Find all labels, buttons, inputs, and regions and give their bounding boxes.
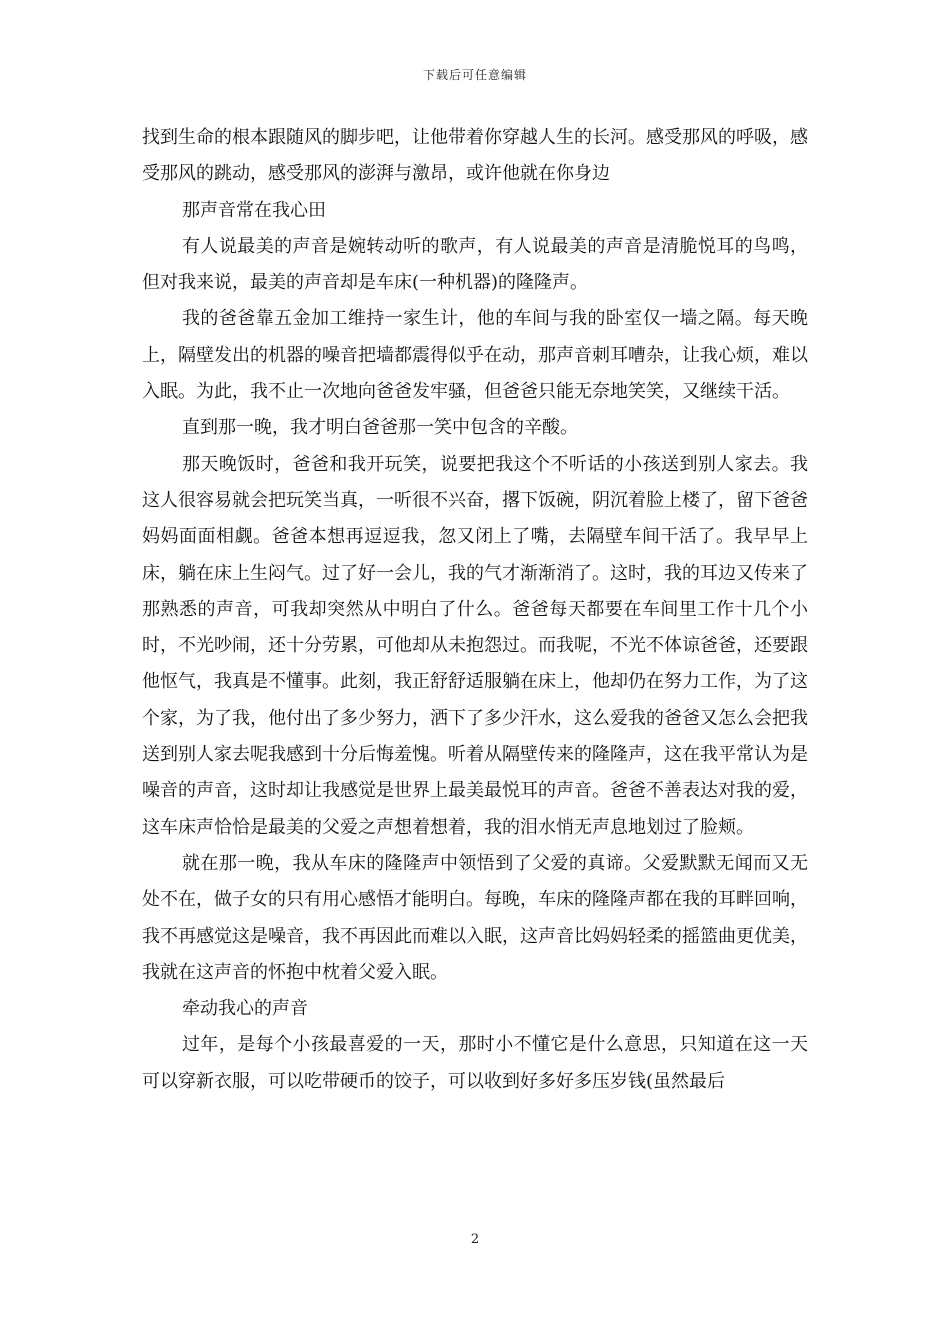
paragraph: 那天晚饭时，爸爸和我开玩笑，说要把我这个不听话的小孩送到别人家去。我这人很容易就会把玩笑当真，一听很不兴奋，撂下饭碗，阴沉着脸上楼了，留下爸爸妈妈面面相觑。爸爸本想再逗逗我，忽又闭上了嘴，去隔壁车间干活了。我早早上床，躺在床上生闷气。过了好一会儿，我的气才渐渐消了。这时，我的耳边又传来了那熟悉的声音，可我却突然从中明白了什么。爸爸每天都要在车间里工作十几个小时，不光吵闹，还十分劳累，可他却从未抱怨过。而我呢，不光不体谅爸爸，还要跟他怄气，我真是不懂事。此刻，我正舒舒适服躺在床上，他却仍在努力工作，为了这个家，为了我，他付出了多少努力，洒下了多少汗水，这么爱我的爸爸又怎么会把我送到别人家去呢我感到十分后悔羞愧。听着从隔壁传来的隆隆声，这在我平常认为是噪音的声音，这时却让我感觉是世界上最美最悦耳的声音。爸爸不善表达对我的爱，这车床声恰恰是最美的父爱之声想着想着，我的泪水悄无声息地划过了脸颊。 [142,453,808,838]
paragraph: 有人说最美的声音是婉转动听的歌声，有人说最美的声音是清脆悦耳的鸟鸣，但对我来说，最美的声音却是车床(一种机器)的隆隆声。 [142,235,808,294]
paragraph: 我的爸爸靠五金加工维持一家生计，他的车间与我的卧室仅一墙之隔。每天晚上，隔壁发出的机器的噪音把墙都震得似乎在动，那声音刺耳嘈杂，让我心烦，难以入眠。为此，我不止一次地向爸爸发牢骚，但爸爸只能无奈地笑笑，又继续干活。 [142,308,808,403]
section-heading: 牵动我心的声音 [182,998,308,1020]
document-body [142,120,808,1100]
paragraph: 直到那一晚，我才明白爸爸那一笑中包含的辛酸。 [182,417,578,439]
paragraph: 就在那一晚，我从车床的隆隆声中领悟到了父爱的真谛。父爱默默无闻而又无处不在，做子女的只有用心感悟才能明白。每晚，车床的隆隆声都在我的耳畔回响，我不再感觉这是噪音，我不再因此而难以入眠，这声音比妈妈轻柔的摇篮曲更优美，我就在这声音的怀抱中枕着父爱入眠。 [142,852,808,983]
page-number: 2 [470,1232,480,1247]
section-heading: 那声音常在我心田 [182,199,326,221]
paragraph: 过年，是每个小孩最喜爱的一天，那时小不懂它是什么意思，只知道在这一天可以穿新衣服，可以吃带硬币的饺子，可以收到好多好多压岁钱(虽然最后 [142,1034,808,1092]
page-header: 下载后可任意编辑 [422,68,527,82]
paragraph: 找到生命的根本跟随风的脚步吧，让他带着你穿越人生的长河。感受那风的呼吸，感受那风的跳动，感受那风的澎湃与激昂，或许他就在你身边 [142,127,808,185]
